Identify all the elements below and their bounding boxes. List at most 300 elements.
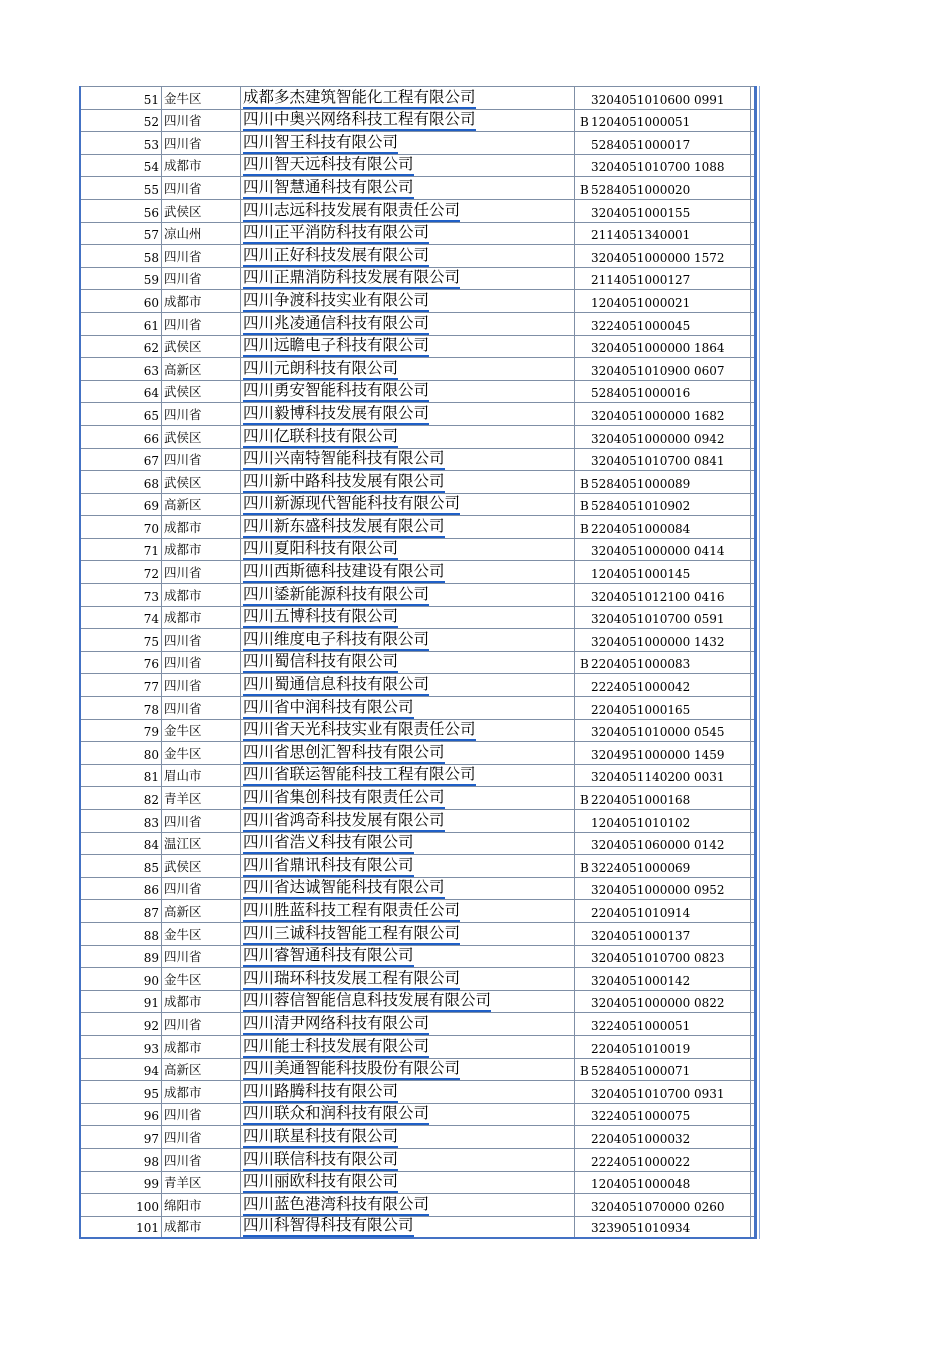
company-name-cell bbox=[241, 200, 575, 222]
code-suffix: 1572 bbox=[694, 250, 725, 265]
region-cell: 四川省 bbox=[162, 1149, 241, 1171]
empty-cell bbox=[751, 155, 754, 177]
empty-cell bbox=[751, 132, 754, 154]
company-link[interactable]: 四川蓉信智能信息科技发展有限公司 bbox=[243, 991, 491, 1012]
region-cell: 四川省 bbox=[162, 268, 241, 290]
company-link[interactable]: 四川瑞环科技发展工程有限公司 bbox=[243, 969, 460, 990]
company-link[interactable]: 四川正好科技发展有限公司 bbox=[243, 246, 429, 267]
region-cell: 成都市 bbox=[162, 290, 241, 312]
registration-code: 2114051000127 bbox=[591, 273, 691, 288]
company-name-cell bbox=[241, 584, 575, 606]
region-cell: 高新区 bbox=[162, 900, 241, 922]
code-cell bbox=[575, 629, 751, 651]
company-link[interactable]: 四川三诚科技智能工程有限公司 bbox=[243, 924, 460, 945]
empty-cell bbox=[751, 449, 754, 471]
company-link[interactable]: 四川维度电子科技有限公司 bbox=[243, 630, 429, 651]
company-link[interactable]: 四川联众和润科技有限公司 bbox=[243, 1104, 429, 1125]
registration-code: 1204051010102 bbox=[591, 815, 691, 830]
company-link[interactable]: 四川省思创汇智科技有限公司 bbox=[243, 743, 445, 764]
company-link[interactable]: 四川省联运智能科技工程有限公司 bbox=[243, 765, 476, 786]
row-number: 73 bbox=[81, 584, 162, 606]
code-cell bbox=[575, 1149, 751, 1171]
region-cell: 四川省 bbox=[162, 177, 241, 199]
code-cell bbox=[575, 1059, 751, 1081]
code-cell bbox=[575, 855, 751, 877]
table-row bbox=[81, 1217, 754, 1240]
code-cell bbox=[575, 1217, 751, 1238]
code-cell bbox=[575, 674, 751, 696]
table-row bbox=[81, 268, 754, 291]
company-link[interactable]: 四川胜蓝科技工程有限责任公司 bbox=[243, 901, 460, 922]
company-name-cell bbox=[241, 1172, 575, 1194]
region-cell: 金牛区 bbox=[162, 742, 241, 764]
row-number: 86 bbox=[81, 878, 162, 900]
table-row bbox=[81, 1104, 754, 1127]
empty-cell bbox=[751, 742, 754, 764]
registration-code: 2204051000084 bbox=[591, 521, 691, 536]
company-link[interactable]: 四川鋈新能源科技有限公司 bbox=[243, 585, 429, 606]
code-suffix: 0260 bbox=[694, 1199, 725, 1214]
registration-code: 2114051340001 bbox=[591, 228, 691, 243]
table-row bbox=[81, 697, 754, 720]
company-name-cell bbox=[241, 516, 575, 538]
table-row bbox=[81, 223, 754, 246]
code-prefix: B bbox=[580, 657, 589, 672]
company-name-cell bbox=[241, 1013, 575, 1035]
company-link[interactable]: 四川省鸿奇科技发展有限公司 bbox=[243, 811, 445, 832]
table-row bbox=[81, 86, 754, 110]
company-name-cell bbox=[241, 607, 575, 629]
code-cell bbox=[575, 1104, 751, 1126]
company-link[interactable]: 四川中奥兴网络科技工程有限公司 bbox=[243, 110, 476, 131]
code-cell bbox=[575, 223, 751, 245]
registration-code: 5284051000071 bbox=[591, 1064, 691, 1079]
row-number: 70 bbox=[81, 516, 162, 538]
region-cell: 成都市 bbox=[162, 584, 241, 606]
company-name-cell bbox=[241, 403, 575, 425]
code-cell bbox=[575, 765, 751, 787]
company-name-cell bbox=[241, 561, 575, 583]
table-row bbox=[81, 561, 754, 584]
row-number: 71 bbox=[81, 539, 162, 561]
empty-cell bbox=[751, 720, 754, 742]
row-number: 68 bbox=[81, 471, 162, 493]
company-name-cell bbox=[241, 132, 575, 154]
company-name-cell bbox=[241, 1059, 575, 1081]
code-suffix: 0545 bbox=[694, 725, 725, 740]
table-row bbox=[81, 245, 754, 268]
table-row bbox=[81, 290, 754, 313]
row-number: 60 bbox=[81, 290, 162, 312]
company-name-cell bbox=[241, 223, 575, 245]
registration-code: 2204051010019 bbox=[591, 1041, 691, 1056]
region-cell: 四川省 bbox=[162, 449, 241, 471]
row-number: 64 bbox=[81, 381, 162, 403]
empty-cell bbox=[751, 968, 754, 990]
company-name-cell bbox=[241, 968, 575, 990]
registration-code: 3204051000000 bbox=[591, 250, 691, 265]
company-name-cell bbox=[241, 1194, 575, 1216]
company-link[interactable]: 四川省达诚智能科技有限公司 bbox=[243, 878, 445, 899]
region-cell: 四川省 bbox=[162, 1126, 241, 1148]
region-cell: 金牛区 bbox=[162, 923, 241, 945]
registration-code: 5284051000089 bbox=[591, 476, 691, 491]
region-cell: 成都市 bbox=[162, 607, 241, 629]
company-link[interactable]: 成都多杰建筑智能化工程有限公司 bbox=[243, 88, 476, 109]
row-number: 96 bbox=[81, 1104, 162, 1126]
company-link[interactable]: 四川蜀通信息科技有限公司 bbox=[243, 675, 429, 696]
region-cell: 四川省 bbox=[162, 946, 241, 968]
company-name-cell bbox=[241, 358, 575, 380]
empty-cell bbox=[751, 923, 754, 945]
company-link[interactable]: 四川路腾科技有限公司 bbox=[243, 1082, 398, 1103]
company-link[interactable]: 四川正平消防科技有限公司 bbox=[243, 223, 429, 244]
code-cell bbox=[575, 177, 751, 199]
table-row bbox=[81, 1059, 754, 1082]
company-link[interactable]: 四川省浩义科技有限公司 bbox=[243, 833, 414, 854]
company-link[interactable]: 四川新源现代智能科技有限公司 bbox=[243, 494, 460, 515]
table-row bbox=[81, 1194, 754, 1217]
code-suffix: 0142 bbox=[694, 838, 725, 853]
code-cell bbox=[575, 449, 751, 471]
row-number: 67 bbox=[81, 449, 162, 471]
row-number: 54 bbox=[81, 155, 162, 177]
company-name-cell bbox=[241, 449, 575, 471]
registration-code: 5284051000016 bbox=[591, 386, 691, 401]
empty-cell bbox=[751, 381, 754, 403]
company-name-cell bbox=[241, 539, 575, 561]
code-prefix: B bbox=[580, 793, 589, 807]
code-prefix: B bbox=[580, 521, 589, 536]
company-name-cell bbox=[241, 494, 575, 516]
registration-code: 5284051000017 bbox=[591, 137, 691, 152]
registration-code: 3204051010700 bbox=[591, 454, 691, 469]
table-row bbox=[81, 426, 754, 449]
company-name-cell bbox=[241, 290, 575, 312]
company-name-cell bbox=[241, 1104, 575, 1126]
table-row bbox=[81, 471, 754, 494]
company-link[interactable]: 四川智王科技有限公司 bbox=[243, 133, 398, 154]
company-name-cell bbox=[241, 878, 575, 900]
registration-code: 3204051000000 bbox=[591, 408, 691, 423]
row-number: 51 bbox=[81, 87, 162, 109]
company-link[interactable]: 四川兴南特智能科技有限公司 bbox=[243, 449, 445, 470]
empty-cell bbox=[751, 358, 754, 380]
company-link[interactable]: 四川夏阳科技有限公司 bbox=[243, 539, 398, 560]
region-cell: 成都市 bbox=[162, 155, 241, 177]
registration-code: 2204051000032 bbox=[591, 1131, 691, 1146]
registration-code: 1204051000048 bbox=[591, 1177, 691, 1192]
region-cell: 武侯区 bbox=[162, 381, 241, 403]
company-link[interactable]: 四川丽欧科技有限公司 bbox=[243, 1172, 398, 1193]
region-cell: 成都市 bbox=[162, 991, 241, 1013]
code-suffix: 0991 bbox=[694, 92, 725, 107]
row-number: 75 bbox=[81, 629, 162, 651]
code-cell bbox=[575, 787, 751, 809]
table-row bbox=[81, 155, 754, 178]
company-link[interactable]: 四川正鼎消防科技发展有限公司 bbox=[243, 268, 460, 289]
company-name-cell bbox=[241, 742, 575, 764]
region-cell: 武侯区 bbox=[162, 426, 241, 448]
registration-code: 1204051000021 bbox=[591, 295, 691, 310]
table-row bbox=[81, 1081, 754, 1104]
empty-cell bbox=[751, 561, 754, 583]
code-cell bbox=[575, 697, 751, 719]
table-row bbox=[81, 358, 754, 381]
company-link[interactable]: 四川新中路科技发展有限公司 bbox=[243, 472, 445, 493]
row-number: 92 bbox=[81, 1013, 162, 1035]
empty-cell bbox=[751, 652, 754, 674]
region-cell: 武侯区 bbox=[162, 336, 241, 358]
company-name-cell bbox=[241, 697, 575, 719]
row-number: 66 bbox=[81, 426, 162, 448]
table-row bbox=[81, 403, 754, 426]
empty-cell bbox=[751, 1172, 754, 1194]
code-cell bbox=[575, 584, 751, 606]
code-cell bbox=[575, 403, 751, 425]
company-link[interactable]: 四川蓝色港湾科技有限公司 bbox=[243, 1195, 429, 1216]
registration-code: 3239051010934 bbox=[591, 1221, 691, 1236]
company-name-cell bbox=[241, 110, 575, 132]
company-name-cell bbox=[241, 946, 575, 968]
registration-code: 3204051000142 bbox=[591, 973, 691, 988]
company-name-cell bbox=[241, 1036, 575, 1058]
code-cell bbox=[575, 110, 751, 132]
region-cell: 成都市 bbox=[162, 1081, 241, 1103]
table-row bbox=[81, 516, 754, 539]
registration-code: 3224051000069 bbox=[591, 860, 691, 875]
company-link[interactable]: 四川西斯德科技建设有限公司 bbox=[243, 562, 445, 583]
region-cell: 四川省 bbox=[162, 878, 241, 900]
company-name-cell bbox=[241, 313, 575, 335]
company-link[interactable]: 四川清尹网络科技有限公司 bbox=[243, 1014, 429, 1035]
table-row bbox=[81, 177, 754, 200]
code-prefix: B bbox=[580, 499, 589, 514]
table-row bbox=[81, 810, 754, 833]
empty-cell bbox=[751, 855, 754, 877]
region-cell: 青羊区 bbox=[162, 1172, 241, 1194]
company-link[interactable]: 四川省天光科技实业有限责任公司 bbox=[243, 720, 476, 741]
registration-code: 3204051060000 bbox=[591, 838, 691, 853]
company-name-cell bbox=[241, 268, 575, 290]
company-name-cell bbox=[241, 629, 575, 651]
registration-code: 2204051000168 bbox=[591, 793, 691, 807]
empty-cell bbox=[751, 177, 754, 199]
region-cell: 四川省 bbox=[162, 629, 241, 651]
registration-code: 2204051000165 bbox=[591, 702, 691, 717]
registration-code: 3204051012100 bbox=[591, 589, 691, 604]
code-cell bbox=[575, 1126, 751, 1148]
company-link[interactable]: 四川蜀信科技有限公司 bbox=[243, 652, 398, 673]
company-link[interactable]: 四川远瞻电子科技有限公司 bbox=[243, 336, 429, 357]
company-name-cell bbox=[241, 426, 575, 448]
code-cell bbox=[575, 426, 751, 448]
registration-code: 3204051010700 bbox=[591, 612, 691, 627]
code-cell bbox=[575, 1194, 751, 1216]
company-name-cell bbox=[241, 1081, 575, 1103]
company-link[interactable]: 四川联星科技有限公司 bbox=[243, 1127, 398, 1148]
company-link[interactable]: 四川新东盛科技发展有限公司 bbox=[243, 517, 445, 538]
region-cell: 武侯区 bbox=[162, 200, 241, 222]
code-cell bbox=[575, 381, 751, 403]
row-number: 87 bbox=[81, 900, 162, 922]
empty-cell bbox=[751, 674, 754, 696]
code-suffix: 0822 bbox=[694, 996, 725, 1011]
region-cell: 成都市 bbox=[162, 539, 241, 561]
registration-code: 3204051000000 bbox=[591, 883, 691, 898]
region-cell: 四川省 bbox=[162, 403, 241, 425]
region-cell: 四川省 bbox=[162, 674, 241, 696]
row-number: 82 bbox=[81, 787, 162, 809]
empty-cell bbox=[751, 878, 754, 900]
table-row bbox=[81, 855, 754, 878]
table-row bbox=[81, 652, 754, 675]
company-link[interactable]: 四川智慧通科技有限公司 bbox=[243, 178, 414, 199]
row-number: 58 bbox=[81, 245, 162, 267]
registration-code: 3204051070000 bbox=[591, 1199, 691, 1214]
region-cell: 四川省 bbox=[162, 245, 241, 267]
region-cell: 成都市 bbox=[162, 1036, 241, 1058]
empty-cell bbox=[751, 584, 754, 606]
company-link[interactable]: 四川美通智能科技股份有限公司 bbox=[243, 1059, 460, 1080]
company-name-cell bbox=[241, 765, 575, 787]
empty-cell bbox=[751, 403, 754, 425]
company-name-cell bbox=[241, 1217, 575, 1238]
empty-cell bbox=[751, 494, 754, 516]
row-number: 59 bbox=[81, 268, 162, 290]
row-number: 88 bbox=[81, 923, 162, 945]
code-suffix: 0841 bbox=[694, 454, 725, 469]
code-suffix: 1432 bbox=[694, 634, 725, 649]
company-link[interactable]: 四川志远科技发展有限责任公司 bbox=[243, 201, 460, 222]
empty-cell bbox=[751, 787, 754, 809]
code-suffix: 0952 bbox=[694, 883, 725, 898]
table-row bbox=[81, 1172, 754, 1195]
code-cell bbox=[575, 968, 751, 990]
region-cell: 金牛区 bbox=[162, 720, 241, 742]
company-link[interactable]: 四川能士科技发展有限公司 bbox=[243, 1037, 429, 1058]
code-cell bbox=[575, 561, 751, 583]
row-number: 52 bbox=[81, 110, 162, 132]
empty-cell bbox=[751, 1126, 754, 1148]
code-cell bbox=[575, 336, 751, 358]
code-cell bbox=[575, 946, 751, 968]
company-link[interactable]: 四川智天远科技有限公司 bbox=[243, 155, 414, 176]
empty-cell bbox=[751, 900, 754, 922]
company-link[interactable]: 四川勇安智能科技有限公司 bbox=[243, 381, 429, 402]
company-name-cell bbox=[241, 1149, 575, 1171]
table-row bbox=[81, 494, 754, 517]
table-row bbox=[81, 923, 754, 946]
company-name-cell bbox=[241, 652, 575, 674]
code-cell bbox=[575, 991, 751, 1013]
company-link[interactable]: 四川争渡科技实业有限公司 bbox=[243, 291, 429, 312]
company-link[interactable]: 四川元朗科技有限公司 bbox=[243, 359, 398, 380]
table-row bbox=[81, 878, 754, 901]
company-name-cell bbox=[241, 923, 575, 945]
company-name-cell bbox=[241, 900, 575, 922]
row-number: 89 bbox=[81, 946, 162, 968]
table-row bbox=[81, 720, 754, 743]
region-cell: 高新区 bbox=[162, 494, 241, 516]
region-cell: 四川省 bbox=[162, 110, 241, 132]
table-row bbox=[81, 110, 754, 133]
empty-cell bbox=[751, 245, 754, 267]
code-cell bbox=[575, 720, 751, 742]
company-name-cell bbox=[241, 1126, 575, 1148]
row-number: 77 bbox=[81, 674, 162, 696]
company-name-cell bbox=[241, 87, 575, 109]
code-cell bbox=[575, 358, 751, 380]
row-number: 93 bbox=[81, 1036, 162, 1058]
company-link[interactable]: 四川省中润科技有限公司 bbox=[243, 698, 414, 719]
registration-code: 3204051010700 bbox=[591, 951, 691, 966]
company-name-cell bbox=[241, 787, 575, 809]
registration-code: 5284051000020 bbox=[591, 182, 691, 197]
empty-cell bbox=[751, 1217, 754, 1238]
empty-cell bbox=[751, 223, 754, 245]
empty-cell bbox=[751, 833, 754, 855]
company-link[interactable]: 四川睿智通科技有限公司 bbox=[243, 946, 414, 967]
code-suffix: 1682 bbox=[694, 408, 725, 423]
registration-code: 3204051010700 bbox=[591, 1086, 691, 1101]
empty-cell bbox=[751, 200, 754, 222]
region-cell: 四川省 bbox=[162, 697, 241, 719]
row-number: 55 bbox=[81, 177, 162, 199]
company-link[interactable]: 四川联信科技有限公司 bbox=[243, 1150, 398, 1171]
table-row bbox=[81, 1013, 754, 1036]
code-cell bbox=[575, 652, 751, 674]
row-number: 80 bbox=[81, 742, 162, 764]
registration-code: 3204051000155 bbox=[591, 205, 691, 220]
company-link[interactable]: 四川亿联科技有限公司 bbox=[243, 427, 398, 448]
code-suffix: 1088 bbox=[694, 160, 725, 175]
company-name-cell bbox=[241, 855, 575, 877]
empty-cell bbox=[751, 1194, 754, 1216]
company-link[interactable]: 四川兆凌通信科技有限公司 bbox=[243, 314, 429, 335]
table-row bbox=[81, 787, 754, 810]
empty-cell bbox=[751, 87, 754, 109]
company-link[interactable]: 四川省鼎讯科技有限公司 bbox=[243, 856, 414, 877]
region-cell: 四川省 bbox=[162, 652, 241, 674]
registration-code: 3224051000045 bbox=[591, 318, 691, 333]
region-cell: 四川省 bbox=[162, 132, 241, 154]
registration-code: 1204051000145 bbox=[591, 567, 691, 582]
region-cell: 四川省 bbox=[162, 810, 241, 832]
registration-code: 3204051000000 bbox=[591, 341, 691, 356]
company-name-cell bbox=[241, 833, 575, 855]
company-link[interactable]: 四川五博科技有限公司 bbox=[243, 607, 398, 628]
company-link[interactable]: 四川科智得科技有限公司 bbox=[243, 1217, 414, 1238]
empty-cell bbox=[751, 1059, 754, 1081]
region-cell: 绵阳市 bbox=[162, 1194, 241, 1216]
code-suffix: 0931 bbox=[694, 1086, 725, 1101]
region-cell: 温江区 bbox=[162, 833, 241, 855]
company-link[interactable]: 四川毅博科技发展有限公司 bbox=[243, 404, 429, 425]
registration-code: 5284051010902 bbox=[591, 499, 691, 514]
row-number: 72 bbox=[81, 561, 162, 583]
registration-code: 2224051000022 bbox=[591, 1154, 691, 1169]
empty-cell bbox=[751, 516, 754, 538]
table-row bbox=[81, 200, 754, 223]
table-row bbox=[81, 991, 754, 1014]
row-number: 99 bbox=[81, 1172, 162, 1194]
table-row bbox=[81, 132, 754, 155]
empty-cell bbox=[751, 991, 754, 1013]
registration-code: 3204051140200 bbox=[591, 770, 691, 785]
company-link[interactable]: 四川省集创科技有限责任公司 bbox=[243, 788, 445, 809]
table-row bbox=[81, 607, 754, 630]
